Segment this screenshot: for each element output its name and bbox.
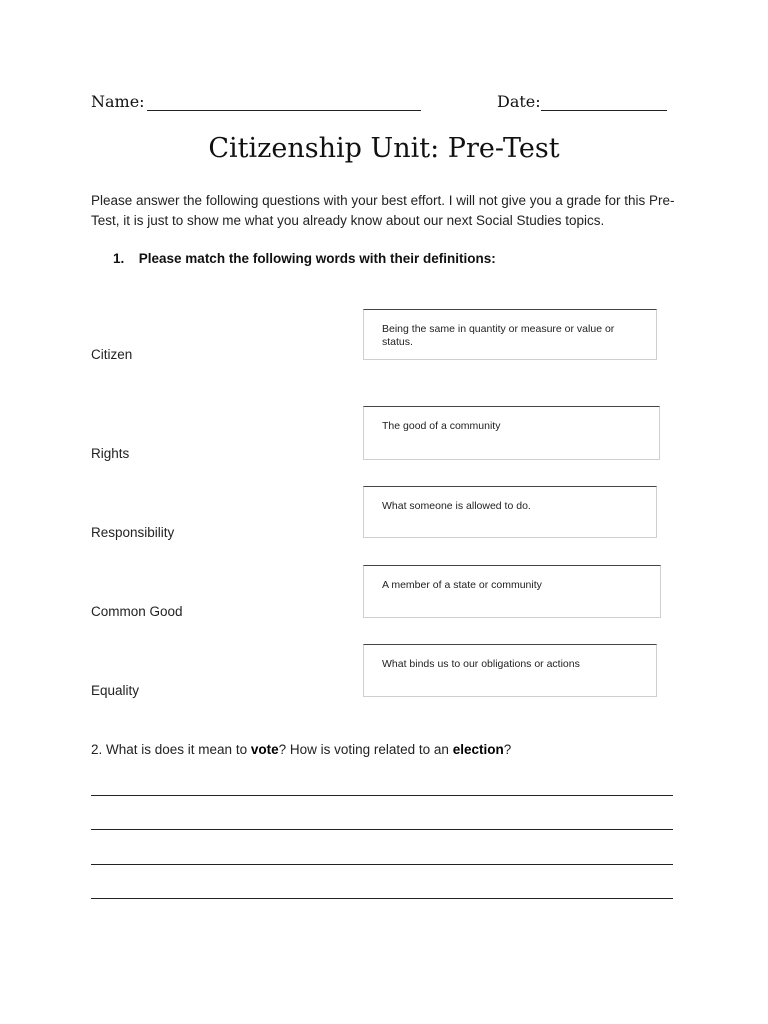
term-citizen: Citizen [91, 347, 133, 362]
question-1-heading [113, 251, 496, 266]
definition-box [363, 309, 657, 360]
question-2-text: ? How is voting related to an [278, 742, 453, 757]
answer-line[interactable] [91, 795, 673, 796]
question-2 [91, 742, 511, 757]
definition-box [363, 644, 657, 697]
page-title: Citizenship Unit: Pre-Test [208, 133, 560, 164]
question-2-text: 2. What is does it mean to [91, 742, 251, 757]
date-label: Date: [497, 92, 541, 111]
question-1-text: Please match the following words with their definitions: [138, 251, 496, 266]
definition-text: A member of a state or community [382, 579, 542, 591]
term-responsibility: Responsibility [91, 525, 175, 540]
definition-box [363, 565, 661, 618]
question-2-keyword-vote: vote [250, 742, 279, 757]
instructions-paragraph: Please answer the following questions with your best effort. I will not give you a grade for this Pre-Test, it is just to show me what you already know about our next Social Studies topics. [91, 193, 675, 228]
definition-text: What binds us to our obligations or actions [382, 658, 580, 670]
name-label: Name: [91, 92, 145, 111]
date-field[interactable] [541, 110, 667, 111]
definition-box [363, 486, 657, 538]
definition-text: The good of a community [382, 420, 501, 432]
question-1-number: 1. [113, 251, 125, 266]
answer-line[interactable] [91, 898, 673, 899]
definition-text: What someone is allowed to do. [382, 500, 531, 512]
term-common-good: Common Good [91, 604, 183, 619]
term-rights: Rights [91, 446, 130, 461]
definition-box [363, 406, 660, 460]
answer-line[interactable] [91, 829, 673, 830]
question-2-keyword-election: election [452, 742, 504, 757]
definition-text: Being the same in quantity or measure or value or status. [382, 323, 615, 348]
name-field[interactable] [147, 110, 421, 111]
answer-line[interactable] [91, 864, 673, 865]
question-2-text: ? [503, 742, 512, 757]
term-equality: Equality [91, 683, 140, 698]
